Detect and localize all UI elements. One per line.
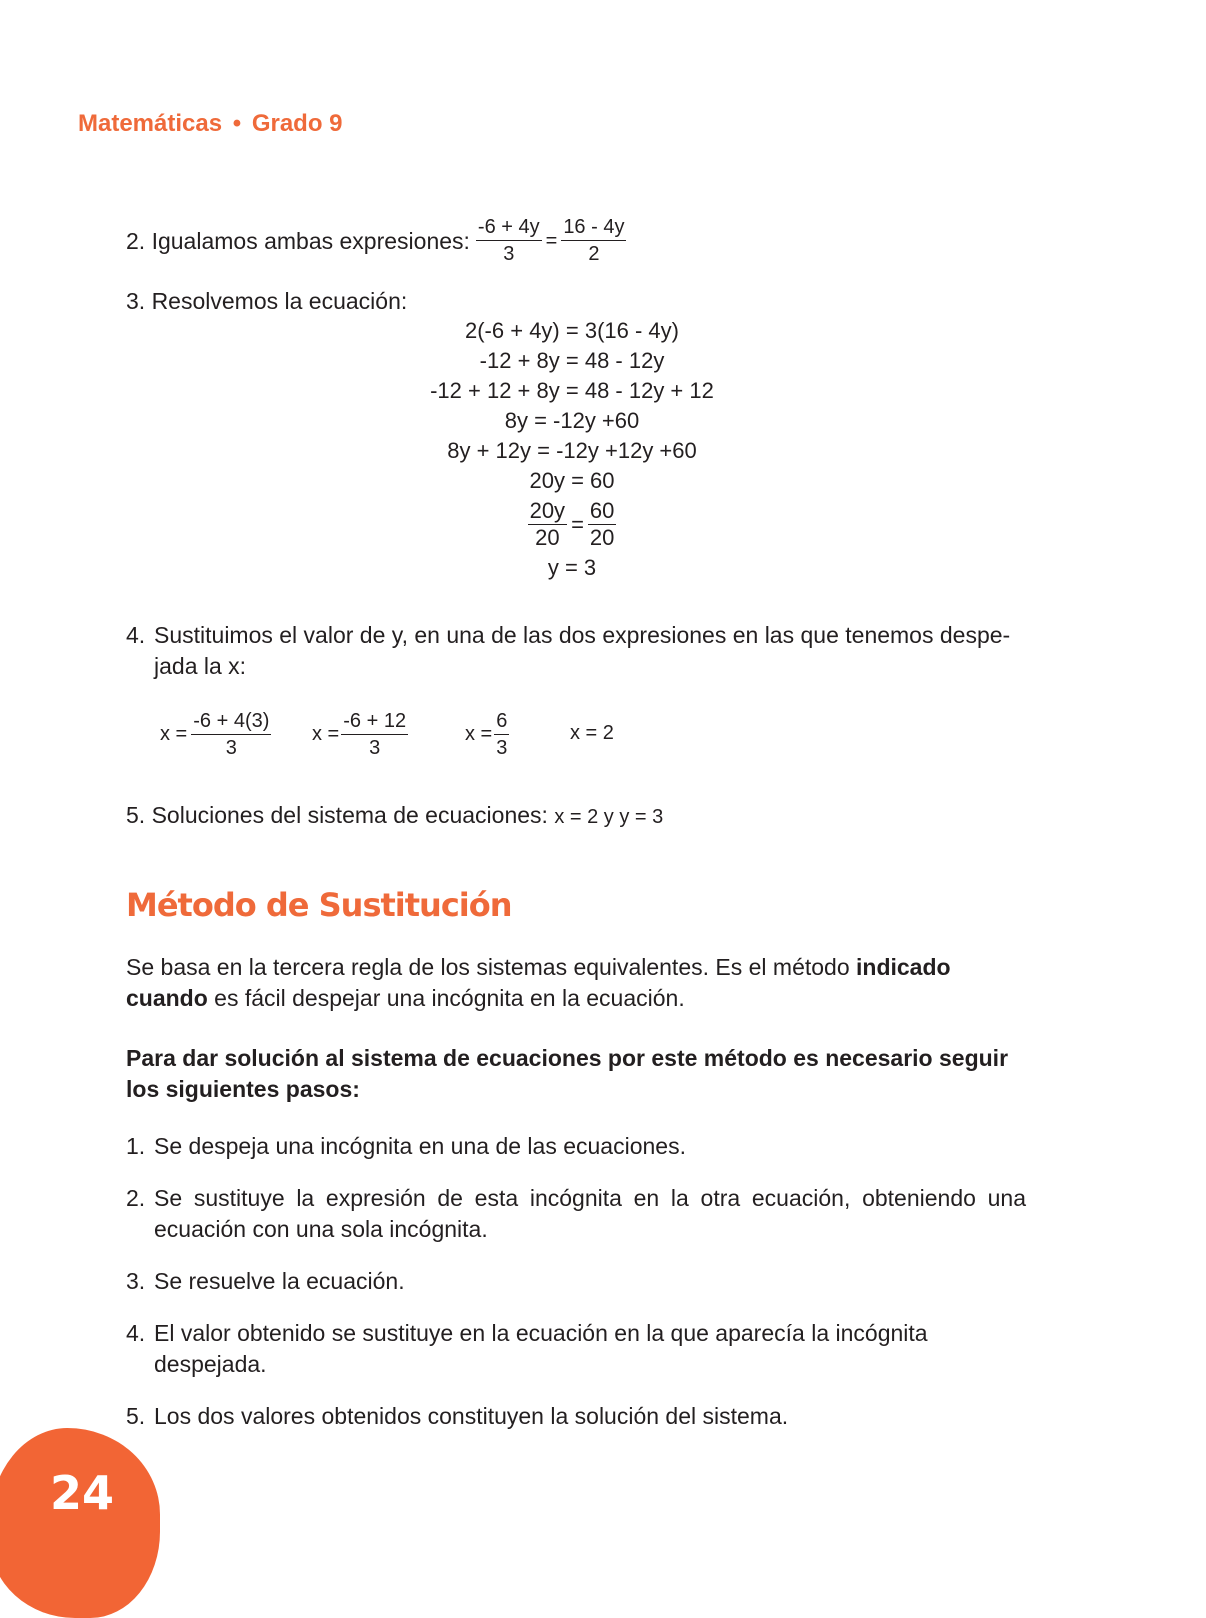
header-subject: Matemáticas xyxy=(78,110,223,137)
derivation-right-denominator: 20 xyxy=(589,525,615,550)
x-substitution-1 xyxy=(160,708,271,761)
x1-denominator: 3 xyxy=(225,737,237,759)
list-number: 3. xyxy=(126,1268,146,1294)
step5-row xyxy=(126,800,663,832)
steps-heading: Para dar solución al sistema de ecuaciones por este método es necesario seguir los siguientes pasos: xyxy=(126,1045,1009,1102)
x2-numerator: -6 + 12 xyxy=(341,708,408,735)
derivation-left-denominator: 20 xyxy=(535,525,560,550)
step2-left-fraction xyxy=(476,214,542,267)
derivation-line: 20y = 60 xyxy=(529,468,615,493)
x-substitution-3 xyxy=(465,708,509,761)
step5-label: 5. Soluciones del sistema de ecuaciones: xyxy=(126,802,548,828)
derivation-fraction-line xyxy=(372,498,772,551)
derivation-right-numerator: 60 xyxy=(589,498,615,523)
derivation-equals: = xyxy=(571,511,584,537)
step2-left-denominator: 3 xyxy=(503,243,515,265)
x1-numerator: -6 + 4(3) xyxy=(191,708,271,735)
derivation-left-numerator: 20y xyxy=(529,498,566,523)
derivation-right-fraction xyxy=(588,498,616,551)
list-item xyxy=(126,1183,1026,1245)
derivation-line: 8y = -12y +60 xyxy=(504,408,640,433)
list-item xyxy=(126,1401,1026,1432)
header-separator: • xyxy=(232,110,242,137)
x2-denominator: 3 xyxy=(369,737,381,759)
running-header xyxy=(78,110,343,138)
step2-left-numerator: -6 + 4y xyxy=(476,214,542,241)
step2-label: 2. Igualamos ambas expresiones: xyxy=(126,227,470,254)
intro-bold: indicado cuando xyxy=(126,954,951,1011)
list-item xyxy=(126,1318,966,1380)
list-item xyxy=(126,1131,1026,1162)
x-substitution-2 xyxy=(312,708,408,761)
x3-lhs: x = xyxy=(465,723,493,745)
page-number-badge xyxy=(0,1428,160,1618)
x1-fraction xyxy=(191,708,271,761)
step4-line1: Sustituimos el valor de y, en una de las dos expresiones en las que tenemos despe- xyxy=(154,622,1011,648)
step5-solution: x = 2 y y = 3 xyxy=(554,806,664,828)
section-intro xyxy=(126,952,1026,1014)
step4-number: 4. xyxy=(126,622,146,648)
x3-fraction xyxy=(494,708,509,761)
list-item xyxy=(126,1266,1026,1297)
page-number: 24 xyxy=(50,1466,115,1520)
x3-denominator: 3 xyxy=(496,737,508,759)
derivation-line: 8y + 12y = -12y +12y +60 xyxy=(447,438,697,463)
step2-right-numerator: 16 - 4y xyxy=(561,214,626,241)
intro-text-end: es fácil despejar una incógnita en la ecuación. xyxy=(214,985,685,1011)
step2-row xyxy=(126,214,626,267)
step2-right-fraction xyxy=(561,214,626,267)
x1-lhs: x = xyxy=(160,723,188,745)
step3-label: 3. Resolvemos la ecuación: xyxy=(126,288,408,314)
list-number: 4. xyxy=(126,1320,146,1346)
intro-text: Se basa en la tercera regla de los sistemas equivalentes. Es el método xyxy=(126,954,850,980)
step4-text xyxy=(126,620,1026,682)
derivation-result: y = 3 xyxy=(547,555,597,580)
list-number: 1. xyxy=(126,1133,146,1159)
x2-lhs: x = xyxy=(312,723,340,745)
x-result: x = 2 xyxy=(570,722,614,744)
list-text: Los dos valores obtenidos constituyen la solución del sistema. xyxy=(154,1403,789,1429)
step2-equals: = xyxy=(545,229,558,252)
list-number: 2. xyxy=(126,1185,146,1211)
x2-fraction xyxy=(341,708,408,761)
list-text: Se resuelve la ecuación. xyxy=(154,1268,405,1294)
step4-line2: jada la x: xyxy=(154,653,247,679)
step2-right-denominator: 2 xyxy=(588,243,600,265)
derivation-line: 2(-6 + 4y) = 3(16 - 4y) xyxy=(465,318,679,343)
x3-numerator: 6 xyxy=(494,708,509,735)
derivation-left-fraction xyxy=(528,498,567,551)
header-grade: Grado 9 xyxy=(251,110,343,137)
derivation-line: -12 + 8y = 48 - 12y xyxy=(479,348,665,373)
list-text: El valor obtenido se sustituye en la ecuación en la que aparecía la incógnita despejada. xyxy=(154,1320,928,1377)
section-title: Método de Sustitución xyxy=(126,886,512,924)
step3-derivation xyxy=(372,316,772,583)
derivation-line: -12 + 12 + 8y = 48 - 12y + 12 xyxy=(430,378,714,403)
list-text: Se sustituye la expresión de esta incógnita en la otra ecuación, obteniendo una ecuación con una sola incógnita. xyxy=(154,1185,1026,1242)
list-number: 5. xyxy=(126,1403,146,1429)
list-text: Se despeja una incógnita en una de las ecuaciones. xyxy=(154,1133,686,1159)
